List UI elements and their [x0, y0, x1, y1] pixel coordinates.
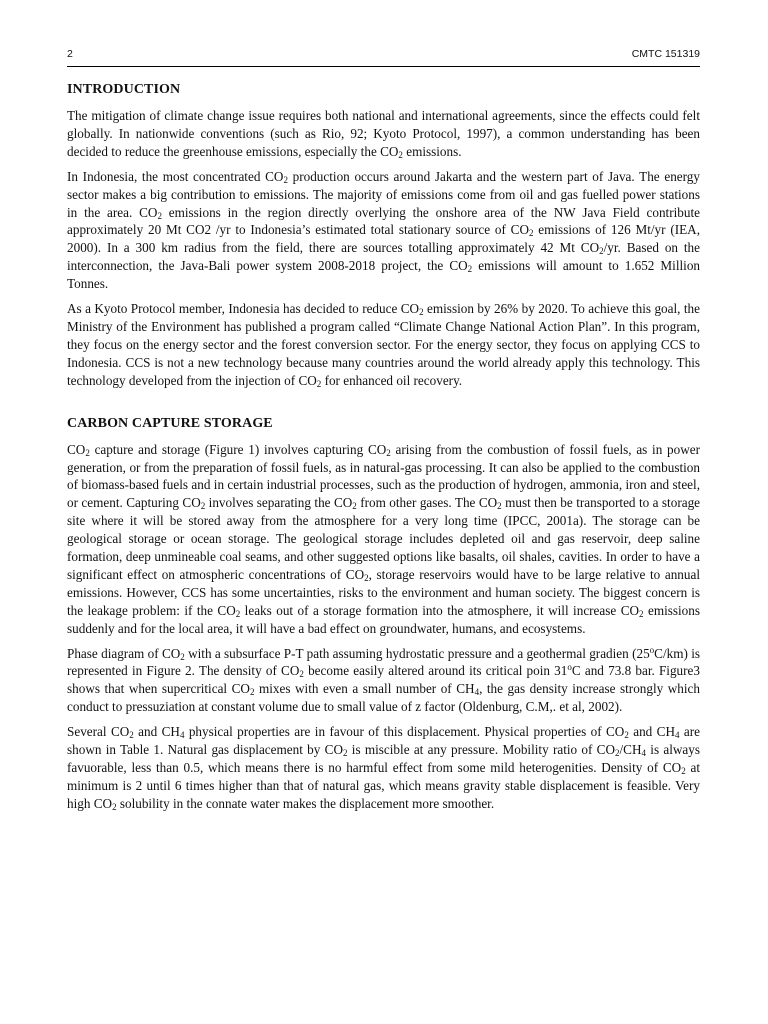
subscript: 2	[497, 501, 502, 512]
subscript: 2	[235, 608, 241, 619]
subscript: 2	[386, 447, 391, 458]
paragraph: Phase diagram of $CO_2$ with a subsurface P-T path assuming hydrostatic pressure and a geothermal gradien (25$^o$C/km) is represented in Figure 2. The density of $CO_2$ become easily altered around its critical poin 31$^o$C and 73.8 bar. Figure3 shows that when supercritical $CO_2$ mixes with even a small number of $CH_4$, the gas density increase strongly which conduct to pressuziation at constant volume due to small value of z factor (Oldenburg, C.M,. et al, 2002).	[67, 644, 700, 715]
page-header	[67, 42, 700, 67]
section-heading: CARBON CAPTURE STORAGE	[67, 415, 273, 431]
subscript: 4	[641, 748, 646, 759]
section-carbon-capture-storage	[67, 414, 700, 813]
paragraph: The mitigation of climate change issue requires both national and international agreements, since the effects could felt globally. In nationwide conventions (such as Rio, 92; Kyoto Protocol, 1997), a common understanding has been decided to reduce the greenhouse emissions, especially the $CO_2$ emissions.	[67, 108, 700, 160]
subscript: 2	[85, 447, 90, 458]
subscript: 2	[599, 246, 604, 257]
subscript: 2	[342, 748, 348, 759]
subscript: 2	[157, 210, 162, 221]
subscript: 2	[528, 228, 534, 239]
subscript: 2	[200, 501, 206, 512]
subscript: 2	[398, 149, 403, 160]
paragraph: In Indonesia, the most concentrated $CO_2$ production occurs around Jakarta and the western part of Java. The energy sector makes a big contribution to emissions. The majority of emissions come from oil and gas fuelled power stations in the area. $CO_2$ emissions in the region directly overlying the onshore area of the NW Java Field contribute approximately 20 Mt CO2 /yr to Indonesia’s estimated total stationary source of $CO_2$ emissions of 126 Mt/yr (IEA, 2000). In a 300 km radius from the field, there are sources totalling approximately 42 Mt $CO_2/yr$. Based on the interconnection, the Java-Bali power system 2008-2018 project, the $CO_2$ emissions will amount to 1.652 Million Tonnes.	[67, 168, 701, 292]
subscript: 2	[283, 174, 288, 185]
subscript: 4	[474, 687, 480, 698]
superscript: o	[567, 662, 572, 673]
subscript: 2	[639, 608, 644, 619]
superscript: o	[649, 644, 655, 655]
section-introduction	[67, 80, 700, 390]
subscript: 2	[624, 730, 629, 741]
subscript: 2	[180, 651, 185, 662]
page-content	[67, 80, 700, 820]
page-number: 2	[67, 48, 73, 60]
subscript: 2	[352, 501, 357, 512]
subscript: 2	[249, 687, 255, 698]
subscript: 2	[364, 572, 369, 583]
subscript: 2	[419, 307, 424, 318]
subscript: 2	[467, 264, 473, 275]
subscript: 2	[129, 730, 134, 741]
subscript: 2	[112, 801, 117, 812]
subscript: 2	[615, 748, 620, 759]
subscript: 4	[179, 730, 185, 741]
paragraph: $CO_2$ capture and storage (Figure 1) involves capturing $CO_2$ arising from the combustion of fossil fuels, as in power generation, or from the preparation of fossil fuels, as in natural-gas processing. It can also be applied to the combustion of biomass-based fuels and in certain industrial processes, such as the production of hydrogen, ammonia, iron and steel, or cement. Capturing $CO_2$ involves separating the $CO_2$ from other gases. The $CO_2$ must then be transported to a storage site where it will be stored away from the atmosphere for a very long time (IPCC, 2001a). The storage can be geological storage or ocean storage. The geological storage includes depleted oil and gas reservoir, deep saline formation, deep unmineable coal seams, and other suggested options like basalts, oil shales, cavities. In order to have a significant effect on atmospheric concentrations of $CO_2$, storage reservoirs would have to be large relative to annual emissions. However, CCS has some uncertainties, risks to the environment and human society. The biggest concern is the leakage problem: if the $CO_2$ leaks out of a storage formation into the atmosphere, it will increase $CO_2$ emissions suddenly and for the local area, it will have a bad effect on groundwater, humans, and ecosystems.	[67, 441, 701, 636]
subscript: 2	[316, 378, 322, 389]
subscript: 2	[299, 669, 304, 680]
section-heading: INTRODUCTION	[67, 82, 181, 97]
subscript: 2	[681, 766, 686, 776]
paragraph: Several $CO_2$ and $CH_4$ physical properties are in favour of this displacement. Physical properties of $CO_2$ and $CH_4$ are shown in Table 1. Natural gas displacement by $CO_2$ is miscible at any pressure. Mobility ratio of $CO_2/CH_4$ is always favuorable, less than 0.5, which means there is no harmful effect from some mild heterogenities. Density of $CO_2$ at minimum is 2 until 6 times higher than that of natural gas, which means gravity stable displacement is feasible. Very high $CO_2$ solubility in the connate water makes the displacement more smoother.	[67, 724, 700, 812]
document-id: CMTC 151319	[631, 48, 700, 60]
paragraph: As a Kyoto Protocol member, Indonesia has decided to reduce $CO_2$ emission by 26% by 2020. To achieve this goal, the Ministry of the Environment has published a program called “Climate Change National Action Plan”. In this program, they focus on the energy sector and the forest conversion sector. For the energy sector, they focus on applying CCS to Indonesia. CCS is not a new technology because many countries around the world already apply this technology. This technology developed from the injection of $CO_2$ for enhanced oil recovery.	[67, 301, 700, 389]
subscript: 4	[674, 730, 680, 741]
